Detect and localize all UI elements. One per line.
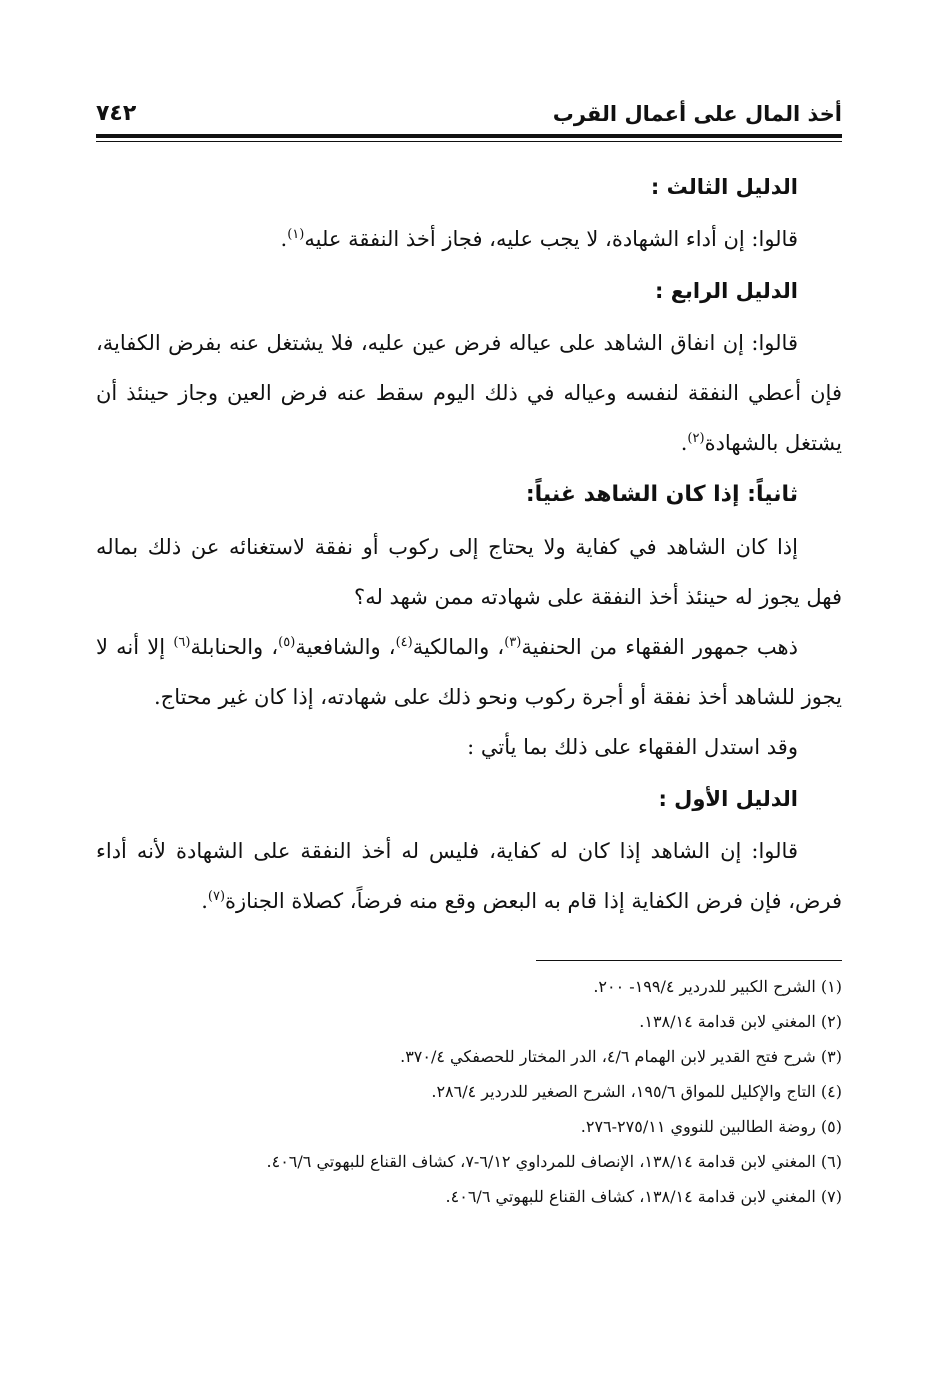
footnote-ref-2: (٢): [687, 431, 705, 446]
footnotes: [96, 969, 842, 1214]
paragraph-1: قالوا: إن أداء الشهادة، لا يجب عليه، فجاز أخذ النفقة عليه$^{(١)}$.: [280, 227, 798, 251]
footnote-2: (٢) المغني لابن قدامة ١٣٨/١٤.: [639, 1012, 842, 1031]
footnote-4: (٤) التاج والإكليل للمواق ١٩٥/٦، الشرح الصغير للدردير ٢٨٦/٤.: [431, 1082, 842, 1101]
heading-first-evidence: الدليل الأول :: [658, 787, 798, 811]
paragraph-3: إذا كان الشاهد في كفاية ولا يحتاج إلى ركوب أو نفقة لاستغنائه عن ذلك بماله فهل يجوز له حينئذ أخذ النفقة على شهادته ممن شهد له؟: [96, 535, 842, 609]
footnote-7: (٧) المغني لابن قدامة ١٣٨/١٤، كشاف القناع للبهوتي ٤٠٦/٦.: [445, 1187, 842, 1206]
footnote-ref-4: (٤): [395, 635, 413, 650]
footnote-1: (١) الشرح الكبير للدردير ١٩٩/٤- ٢٠٠.: [593, 977, 842, 996]
footnote-5: (٥) روضة الطالبين للنووي ٢٧٥/١١-٢٧٦.: [580, 1117, 842, 1136]
footnote-3: (٣) شرح فتح القدير لابن الهمام ٤/٦، الدر المختار للحصفكي ٣٧٠/٤.: [400, 1047, 842, 1066]
header-rule-thick: [96, 134, 842, 138]
heading-fourth-evidence: الدليل الرابع :: [654, 279, 798, 303]
body-text: [96, 160, 842, 926]
footnote-ref-1: (١): [287, 227, 305, 242]
section-heading-wealthy-witness: ثانياً: إذا كان الشاهد غنياً:: [525, 482, 798, 507]
page-header: [96, 90, 842, 126]
page-number: ٧٤٢: [96, 101, 137, 126]
footnote-separator: [536, 960, 842, 961]
running-title: أخذ المال على أعمال القرب: [552, 102, 842, 126]
header-rule-thin: [96, 141, 842, 142]
footnote-ref-5: (٥): [278, 635, 296, 650]
paragraph-6: قالوا: إن الشاهد إذا كان له كفاية، فليس له أخذ النفقة على الشهادة لأنه أداء فرض، فإن فرض الكفاية إذا قام به البعض وقع منه فرضاً، كصلاة الجنازة$^{(٧)}$.: [96, 839, 842, 913]
footnote-6: (٦) المغني لابن قدامة ١٣٨/١٤، الإنصاف للمرداوي ٦/١٢-٧، كشاف القناع للبهوتي ٤٠٦/٦.: [266, 1152, 842, 1171]
footnote-ref-7: (٧): [207, 889, 226, 904]
paragraph-5: وقد استدل الفقهاء على ذلك بما يأتي :: [467, 735, 798, 759]
footnote-ref-3: (٣): [504, 635, 522, 650]
book-page: [96, 90, 842, 1214]
footnote-ref-6: (٦): [173, 635, 191, 650]
paragraph-4: ذهب جمهور الفقهاء من الحنفية$^{(٣)}$، والمالكية$^{(٤)}$، والشافعية$^{(٥)}$، والحنابلة$^{(٦)}$ إلا أنه لا يجوز للشاهد أخذ نفقة أو أجرة ركوب ونحو ذلك على شهادته، إذا كان غير محتاج.: [96, 635, 842, 709]
paragraph-2: قالوا: إن انفاق الشاهد على عياله فرض عين عليه، فلا يشتغل عنه بفرض الكفاية، فإن أعطي النفقة لنفسه وعياله في ذلك اليوم سقط عنه فرض العين وجاز حينئذ أن يشتغل بالشهادة$^{(٢)}$.: [96, 331, 842, 455]
heading-third-evidence: الدليل الثالث :: [650, 175, 798, 199]
